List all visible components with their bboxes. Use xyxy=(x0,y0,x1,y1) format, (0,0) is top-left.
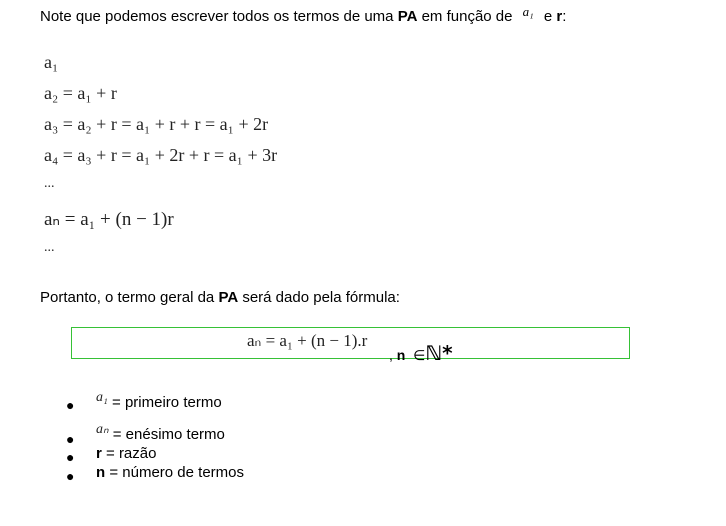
definition-text-2: = enésimo termo xyxy=(108,426,225,443)
bullet-3: ● xyxy=(66,449,75,465)
intro-r: r xyxy=(556,8,563,25)
equation-line-3: a₃ = a₂ + r = a₁ + r + r = a₁ + 2r xyxy=(44,114,269,134)
definition-symbol-an: aₙ xyxy=(96,422,109,437)
formula-domain xyxy=(389,341,453,365)
definition-text-1: = primeiro termo xyxy=(107,394,222,411)
intro-colon: : xyxy=(562,8,567,25)
equation-ellipsis-1: ... xyxy=(44,176,55,191)
definition-text-3: = razão xyxy=(101,445,157,462)
definition-item-1 xyxy=(96,390,222,412)
definition-symbol-a1: a₁ xyxy=(96,390,108,405)
element-of-symbol: ∈ xyxy=(413,347,426,363)
equation-line-2: a₂ = a₁ + r xyxy=(44,83,117,103)
equation-line-1: a₁ xyxy=(44,52,59,72)
intro-text-middle: em função de xyxy=(417,8,517,25)
equation-ellipsis-2: ... xyxy=(44,240,55,255)
intro-a1-symbol: a₁ xyxy=(522,4,534,19)
bullet-1: ● xyxy=(66,397,75,413)
conclusion-paragraph xyxy=(40,289,400,306)
bullet-4: ● xyxy=(66,468,75,484)
formula-comma: , xyxy=(389,347,393,363)
bullet-2: ● xyxy=(66,431,75,447)
formula-n: n xyxy=(396,347,406,363)
conclusion-text: Portanto, o termo geral da xyxy=(40,289,219,306)
definition-item-4 xyxy=(96,464,244,481)
intro-text-and: e xyxy=(539,8,557,25)
definition-item-2 xyxy=(96,422,225,444)
intro-text: Note que podemos escrever todos os termos de uma xyxy=(40,8,398,25)
conclusion-pa: PA xyxy=(218,289,239,306)
definition-symbol-n: n xyxy=(96,464,106,481)
intro-pa: PA xyxy=(397,8,418,25)
natural-numbers-symbol: ℕ* xyxy=(425,341,453,365)
definition-symbol-r: r xyxy=(96,445,102,462)
definition-item-3 xyxy=(96,445,156,462)
general-term-formula: aₙ = a₁ + (n − 1).r xyxy=(247,331,368,350)
intro-paragraph xyxy=(40,4,567,25)
equation-line-4: a₄ = a₃ + r = a₁ + 2r + r = a₁ + 3r xyxy=(44,145,278,165)
definition-text-4: = número de termos xyxy=(105,464,244,481)
equation-line-n: aₙ = a₁ + (n − 1)r xyxy=(44,209,174,230)
conclusion-text-after: será dado pela fórmula: xyxy=(238,289,400,306)
